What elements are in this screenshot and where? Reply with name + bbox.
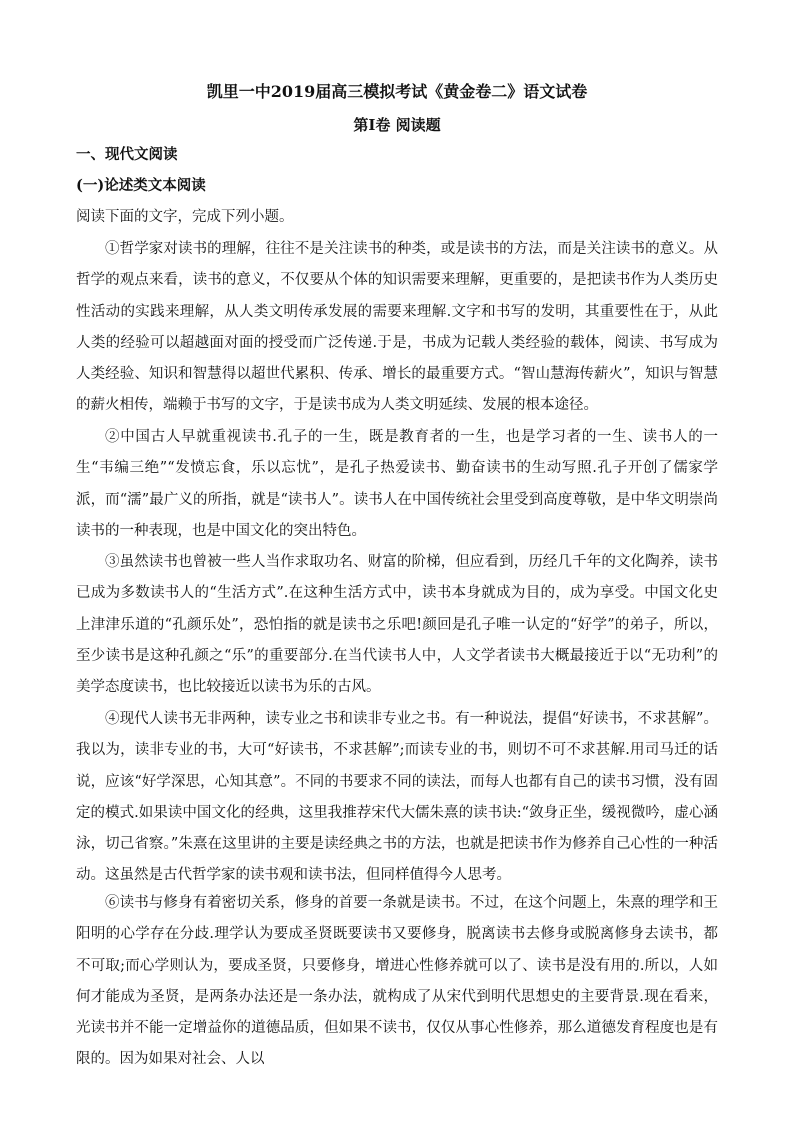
exam-title: 凯里一中2019届高三模拟考试《黄金卷二》语文试卷	[206, 82, 588, 101]
section-heading: 一、现代文阅读	[76, 146, 178, 163]
paragraph-4: ④现代人读书无非两种，读专业之书和读非专业之书。有一种说法，提倡“好读书，不求甚解”。我以为，读非专业的书，大可“好读书，不求甚解”;而读专业的书，则切不可不求甚解.用司马迁的话说，应该“好学深思，心知其意”。不同的书要求不同的读法，而每人也都有自己的读书习惯，没有固定的模式.如果读中国文化的经典，这里我推荐宋代大儒朱熹的读书诀:“敛身正坐，缓视微吟，虚心涵泳，切己省察。”朱熹在这里讲的主要是读经典之书的方法，也就是把读书作为修养自己心性的一种活动。这虽然是古代哲学家的读书观和读书法，但同样值得今人思考。	[76, 711, 718, 884]
paragraph-1: ①哲学家对读书的理解，往往不是关注读书的种类，或是读书的方法，而是关注读书的意义。从哲学的观点来看，读书的意义，不仅要从个体的知识需要来理解，更重要的，是把读书作为人类历史性活动的实践来理解，从人类文明传承发展的需要来理解.文字和书写的发明，其重要性在于，从此人类的经验可以超越面对面的授受而广泛传递.于是，书成为记载人类经验的载体，阅读、书写成为人类经验、知识和智慧得以超世代累积、传承、增长的最重要方式。“智山慧海传薪火”，知识与智慧的薪火相传，端赖于书写的文字，于是读书成为人类文明延续、发展的根本途径。	[76, 241, 718, 414]
paragraph-5: ⑥读书与修身有着密切关系，修身的首要一条就是读书。不过，在这个问题上，朱熹的理学和王阳明的心学存在分歧.理学认为要成圣贤既要读书又要修身，脱离读书去修身或脱离修身去读书，都不可取;而心学则认为，要成圣贤，只要修身，增进心性修养就可以了、读书是没有用的.所以，人如何才能成为圣贤，是两条办法还是一条办法，就构成了从宋代到明代思想史的主要背景.现在看来，光读书并不能一定增益你的道德品质，但如果不读书，仅仅从事心性修养，那么道德发育程度也是有限的。因为如果对社会、人以	[76, 895, 718, 1068]
volume-title: 第Ⅰ卷 阅读题	[353, 116, 441, 134]
subsection-heading: (一)论述类文本阅读	[76, 177, 206, 194]
paragraph-2: ②中国古人早就重视读书.孔子的一生，既是教育者的一生，也是学习者的一生、读书人的一生“韦编三绝”“发愤忘食，乐以忘忧”，是孔子热爱读书、勤奋读书的生动写照.孔子开创了儒家学派，而“濡”最广义的所指，就是“读书人”。读书人在中国传统社会里受到高度尊敬，是中华文明崇尚读书的一种表现，也是中国文化的突出特色。	[76, 429, 718, 539]
reading-instruction: 阅读下面的文字，完成下列小题。	[76, 209, 294, 225]
paragraph-3: ③虽然读书也曾被一些人当作求取功名、财富的阶梯，但应看到，历经几千年的文化陶养，读书已成为多数读书人的“生活方式”.在这种生活方式中，读书本身就成为目的，成为享受。中国文化史上津津乐道的“孔颜乐处”，恐怕指的就是读书之乐吧!颜回是孔子唯一认定的“好学”的弟子，所以，至少读书是这种孔颜之“乐”的重要部分.在当代读书人中，人文学者读书大概最接近于以“无功利”的美学态度读书，也比较接近以读书为乐的古风。	[76, 554, 718, 696]
